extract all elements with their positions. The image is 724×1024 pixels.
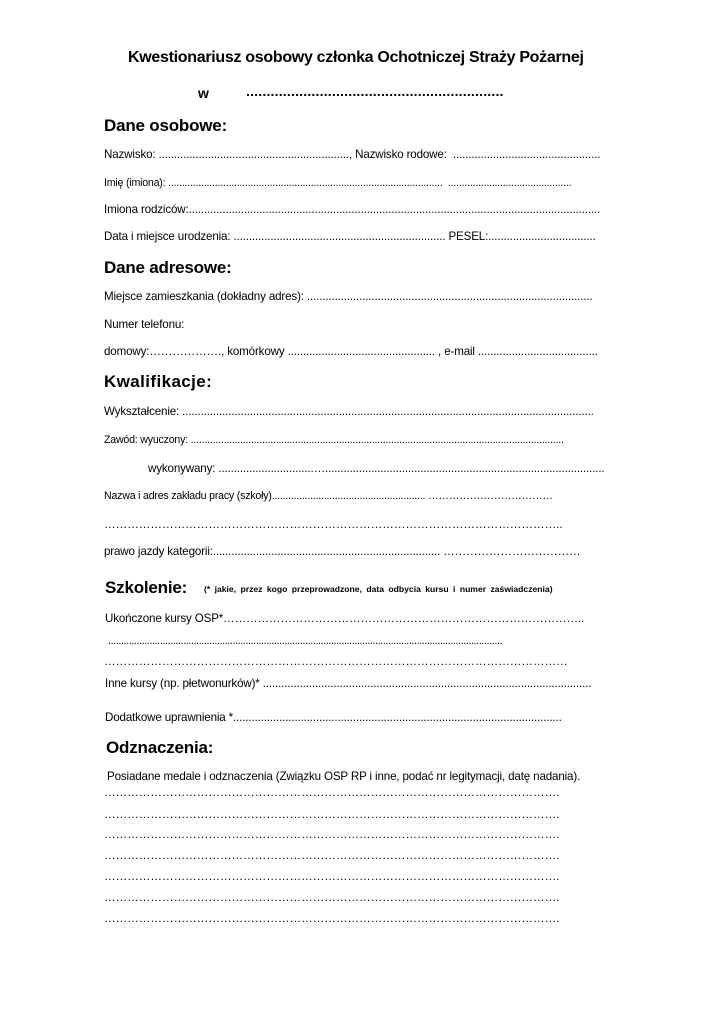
location-prefix: w <box>198 85 209 101</box>
awards-line[interactable]: ………………………………………………………………………………………………………. <box>104 828 560 841</box>
awards-line[interactable]: ………………………………………………………………………………………………………. <box>104 891 560 904</box>
phone-label: Numer telefonu: <box>104 318 185 331</box>
residence-field[interactable]: Miejsce zamieszkania (dokładny adres): ............................................................................................. <box>104 290 593 303</box>
osp-courses-continuation-2[interactable]: ………………………………………………………………………………………………………… <box>104 655 568 668</box>
section-heading-training: Szkolenie: <box>105 578 188 597</box>
profession-learned-field[interactable]: Zawód: wyuczony: ........................................................................................................................................ <box>104 434 564 446</box>
birth-pesel-field[interactable]: Data i miejsce urodzenia: ..................................................................... PESEL:................................... <box>104 230 596 243</box>
section-heading-address: Dane adresowe: <box>104 258 232 277</box>
first-names-field[interactable]: Imię (imiona): .................................................................................................... ............................................. <box>104 177 572 189</box>
profession-practiced-field[interactable]: wykonywany: ...............................…........................................................................................... <box>148 462 605 475</box>
awards-line[interactable]: ………………………………………………………………………………………………………. <box>104 912 560 925</box>
contacts-field[interactable]: domowy:………………., komórkowy ................................................ , e-mail ....................................... <box>104 345 598 358</box>
additional-qualifications-field[interactable]: Dodatkowe uprawnienia *........................................................................................................... <box>105 711 562 724</box>
workplace-field[interactable]: Nazwa i adres zakładu pracy (szkoły)........................................................ ……………………………… <box>104 490 553 502</box>
section-heading-personal: Dane osobowe: <box>104 116 228 135</box>
parents-names-field[interactable]: Imiona rodziców:...................................................................................................................................... <box>104 203 601 216</box>
education-field[interactable]: Wykształcenie: ...................................................................................................................................... <box>104 405 594 418</box>
training-note: (* jakie, przez kogo przeprowadzone, data odbycia kursu i numer zaświadczenia) <box>204 584 553 594</box>
awards-line[interactable]: ………………………………………………………………………………………………………. <box>104 786 560 799</box>
workplace-field-continuation[interactable]: ……………………………………………………………………………………………………….. <box>104 518 563 531</box>
location-field[interactable]: ............................................................... <box>246 83 504 99</box>
section-heading-awards: Odznaczenia: <box>106 738 214 757</box>
section-heading-qualifications: Kwalifikacje: <box>104 372 213 391</box>
osp-courses-field[interactable]: Ukończone kursy OSP*………………………………………………………………………………….. <box>105 612 585 625</box>
awards-line[interactable]: ………………………………………………………………………………………………………. <box>104 870 560 883</box>
awards-description: Posiadane medale i odznaczenia (Związku OSP RP i inne, podać nr legitymacji, datę nadania). <box>107 770 581 783</box>
other-courses-field[interactable]: Inne kursy (np. płetwonurków)* ........................................................................................................... <box>105 677 592 690</box>
driving-license-field[interactable]: prawo jazdy kategorii:.......................................................................... ……………………………… <box>104 545 581 558</box>
surname-field[interactable]: Nazwisko: .............................................................., Nazwisko rodowe: ................................................ <box>104 148 601 161</box>
awards-line[interactable]: ………………………………………………………………………………………………………. <box>104 849 560 862</box>
awards-line[interactable]: ………………………………………………………………………………………………………. <box>104 808 560 821</box>
osp-courses-continuation-1[interactable]: ........................................................................................................................................................ <box>108 635 503 647</box>
document-title: Kwestionariusz osobowy członka Ochotniczej Straży Pożarnej <box>128 49 584 66</box>
